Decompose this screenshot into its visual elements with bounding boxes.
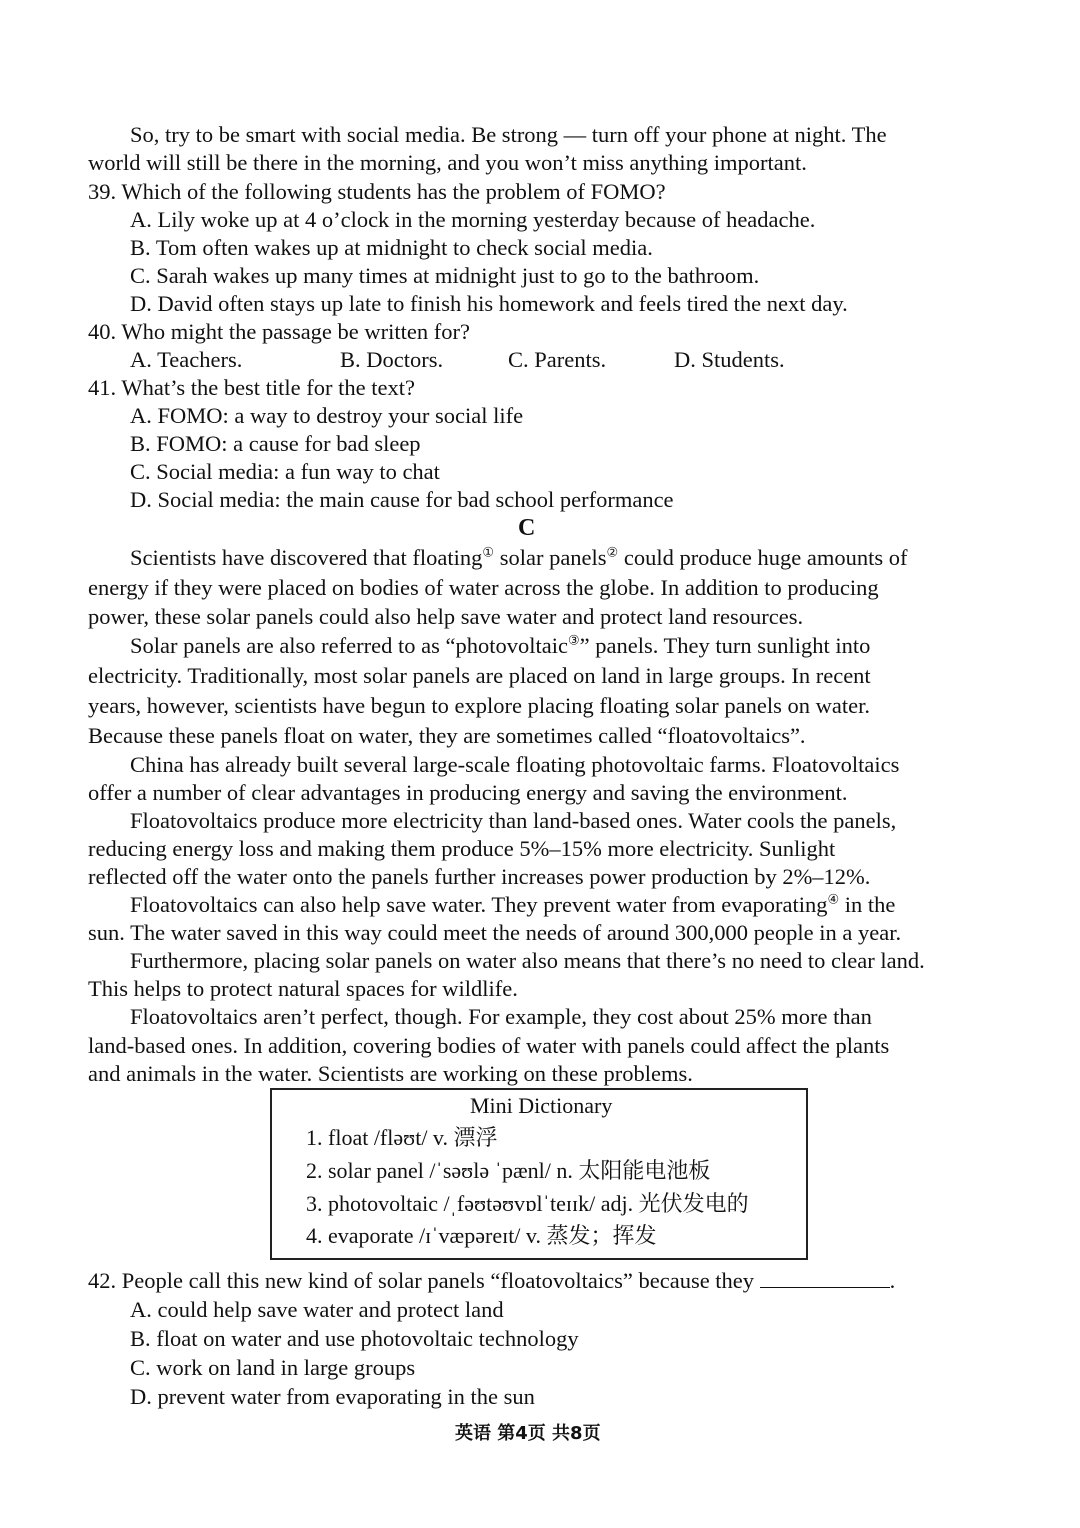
- question-42-option-b: B. float on water and use photovoltaic technology: [130, 1326, 579, 1351]
- passage-line: [130, 544, 908, 572]
- passage-line: power, these solar panels could also help save water and protect land resources.: [88, 604, 804, 629]
- answer-blank: [760, 1267, 890, 1288]
- passage-line: Furthermore, placing solar panels on water also means that there’s no need to clear land.: [130, 948, 925, 973]
- question-42-stem: [88, 1267, 895, 1295]
- question-40-stem: 40. Who might the passage be written for?: [88, 319, 470, 344]
- intro-line: So, try to be smart with social media. Be strong — turn off your phone at night. The: [130, 122, 887, 147]
- passage-text: Solar panels are also referred to as “photovoltaic: [130, 633, 568, 658]
- question-40-option-b: B. Doctors.: [340, 347, 444, 372]
- passage-line: offer a number of clear advantages in producing energy and saving the environment.: [88, 780, 848, 805]
- passage-line: land-based ones. In addition, covering bodies of water with panels could affect the plants: [88, 1033, 890, 1058]
- question-42-option-a: A. could help save water and protect land: [130, 1297, 504, 1322]
- question-42-text: 42. People call this new kind of solar panels “floatovoltaics” because they: [88, 1268, 755, 1293]
- question-41-option-c: C. Social media: a fun way to chat: [130, 459, 440, 484]
- passage-text: solar panels: [494, 545, 607, 570]
- passage-text: in the: [839, 892, 896, 917]
- question-39-stem: 39. Which of the following students has the problem of FOMO?: [88, 179, 666, 204]
- passage-line: Floatovoltaics produce more electricity than land-based ones. Water cools the panels,: [130, 808, 897, 833]
- passage-line: years, however, scientists have begun to explore placing floating solar panels on water.: [88, 693, 870, 718]
- question-40-option-c: C. Parents.: [508, 347, 607, 372]
- section-title: C: [518, 515, 536, 541]
- question-39-option-c: C. Sarah wakes up many times at midnight just to go to the bathroom.: [130, 263, 760, 288]
- question-41-option-d: D. Social media: the main cause for bad school performance: [130, 487, 674, 512]
- passage-text: ” panels. They turn sunlight into: [579, 633, 871, 658]
- passage-line: This helps to protect natural spaces for wildlife.: [88, 976, 518, 1001]
- passage-text: Floatovoltaics can also help save water. They prevent water from evaporating: [130, 892, 828, 917]
- dictionary-entry: 4. evaporate /ɪˈvæpəreɪt/ v. 蒸发；挥发: [306, 1223, 657, 1248]
- question-42-option-d: D. prevent water from evaporating in the sun: [130, 1384, 535, 1409]
- footnote-marker: ①: [482, 544, 495, 560]
- mini-dictionary-box: [270, 1088, 808, 1260]
- question-41-option-a: A. FOMO: a way to destroy your social life: [130, 403, 524, 428]
- passage-line: Because these panels float on water, they are sometimes called “floatovoltaics”.: [88, 723, 806, 748]
- question-39-option-b: B. Tom often wakes up at midnight to check social media.: [130, 235, 653, 260]
- question-40-option-a: A. Teachers.: [130, 347, 243, 372]
- question-39-option-a: A. Lily woke up at 4 o’clock in the morning yesterday because of headache.: [130, 207, 816, 232]
- passage-line: Floatovoltaics aren’t perfect, though. For example, they cost about 25% more than: [130, 1004, 872, 1029]
- footnote-marker: ④: [827, 891, 840, 907]
- passage-line: sun. The water saved in this way could meet the needs of around 300,000 people in a year.: [88, 920, 902, 945]
- passage-line: reflected off the water onto the panels further increases power production by 2%–12%.: [88, 864, 871, 889]
- question-40-option-d: D. Students.: [674, 347, 785, 372]
- dictionary-entry: 3. photovoltaic /ˌfəʊtəʊvɒlˈteɪɪk/ adj. 光伏发电的: [306, 1191, 749, 1216]
- intro-line: world will still be there in the morning, and you won’t miss anything important.: [88, 150, 807, 175]
- mini-dictionary-title: Mini Dictionary: [470, 1093, 613, 1118]
- passage-line: [130, 891, 895, 919]
- question-41-stem: 41. What’s the best title for the text?: [88, 375, 415, 400]
- passage-line: electricity. Traditionally, most solar panels are placed on land in large groups. In recent: [88, 663, 871, 688]
- page-footer: 英语 第4页 共8页: [455, 1423, 601, 1444]
- question-42-option-c: C. work on land in large groups: [130, 1355, 416, 1380]
- dictionary-entry: 1. float /fləʊt/ v. 漂浮: [306, 1125, 498, 1150]
- passage-line: energy if they were placed on bodies of water across the globe. In addition to producing: [88, 575, 879, 600]
- passage-text: Scientists have discovered that floating: [130, 545, 483, 570]
- question-42-end: .: [889, 1268, 896, 1293]
- passage-text: could produce huge amounts of: [618, 545, 908, 570]
- passage-line: and animals in the water. Scientists are working on these problems.: [88, 1061, 693, 1086]
- passage-line: reducing energy loss and making them produce 5%–15% more electricity. Sunlight: [88, 836, 836, 861]
- question-39-option-d: D. David often stays up late to finish his homework and feels tired the next day.: [130, 291, 848, 316]
- passage-line: [130, 632, 870, 660]
- dictionary-entry: 2. solar panel /ˈsəʊlə ˈpænl/ n. 太阳能电池板: [306, 1158, 711, 1183]
- question-41-option-b: B. FOMO: a cause for bad sleep: [130, 431, 421, 456]
- passage-line: China has already built several large-scale floating photovoltaic farms. Floatovoltaics: [130, 752, 900, 777]
- footnote-marker: ②: [606, 544, 619, 560]
- footnote-marker: ③: [567, 632, 580, 648]
